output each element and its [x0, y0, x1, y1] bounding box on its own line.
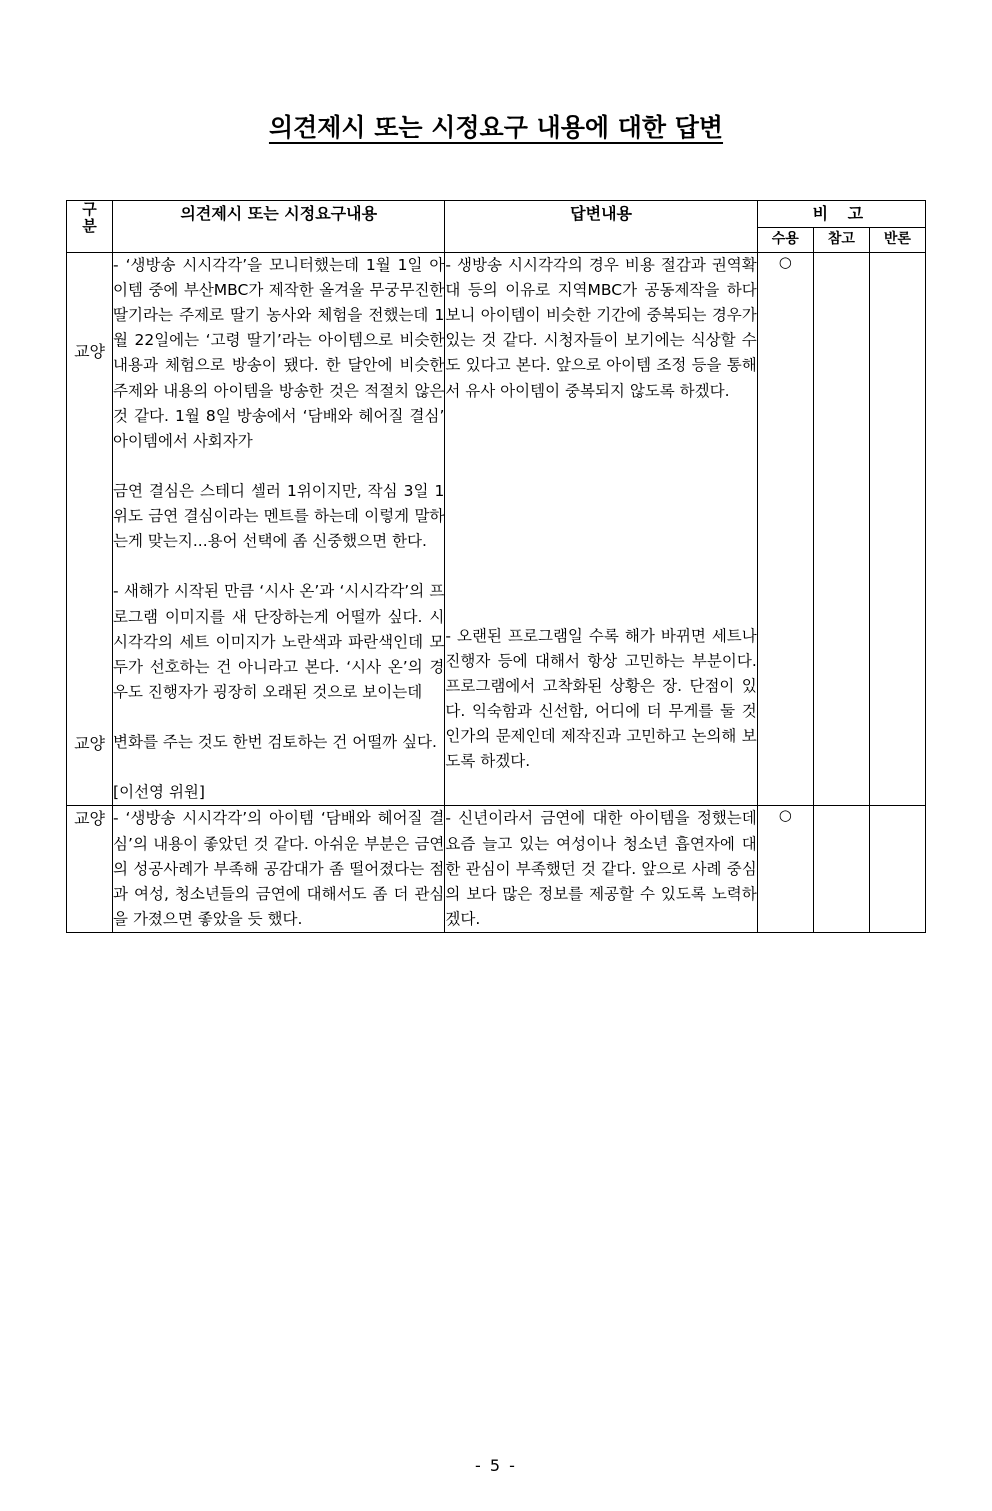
opinion-response-table [66, 200, 926, 933]
header-accept: 수용 [757, 228, 813, 253]
document-page [0, 108, 992, 1511]
row1-answer [445, 253, 757, 806]
header-gubun-line1: 구 [82, 200, 97, 218]
header-reference: 참고 [813, 228, 869, 253]
row1-gubun-second: 교양 [74, 734, 105, 753]
table-row [67, 253, 926, 806]
row1-answer-spacer [445, 404, 756, 624]
row2-objection-mark [869, 806, 925, 933]
row2-opinion-p1: - ‘생방송 시시각각’의 아이템 ‘담배와 헤어질 결심’의 내용이 좋았던 것 같다. 아쉬운 부분은 금연의 성공사례가 부족해 공감대가 좀 떨어졌다는 점과 여성, 청소년들의 금연에 대해서도 좀 더 관심을 가졌으면 좋았을 듯 했다. [113, 809, 445, 928]
row2-answer-p1: - 신년이라서 금연에 대한 아이템을 정했는데 요즘 늘고 있는 여성이나 청소년 흡연자에 대한 관심이 부족했던 것 같다. 앞으로 사례 중심의 보다 많은 정보를 제공할 수 있도록 노력하겠다. [445, 809, 757, 928]
header-gubun [67, 201, 113, 253]
row1-gubun [67, 253, 113, 806]
header-objection: 반론 [869, 228, 925, 253]
row1-answer-p2: - 오랜된 프로그램일 수록 해가 바뀌면 세트나 진행자 등에 대해서 항상 고민하는 부분이다. 프로그램에서 고착화된 상황은 장. 단점이 있다. 익숙함과 신선함, 어디에 더 무게를 둘 것인가의 문제인데 제작진과 고민하고 논의해 보도록 하겠다. [445, 626, 757, 771]
row1-objection-mark [869, 253, 925, 806]
header-opinion: 의견제시 또는 시정요구내용 [113, 201, 445, 253]
row1-opinion [113, 253, 445, 806]
row1-opinion-p2: 금연 결심은 스테디 셀러 1위이지만, 작심 3일 1위도 금연 결심이라는 멘트를 하는데 이렇게 말하는게 맞는지...용어 선택에 좀 신중했으면 한다. [113, 481, 445, 551]
table-header-row [67, 201, 926, 228]
row2-answer [445, 806, 757, 933]
row2-accept-mark: ○ [757, 806, 813, 933]
table-row [67, 806, 926, 933]
header-bigo: 비 고 [757, 201, 925, 228]
row2-opinion [113, 806, 445, 933]
row1-gubun-first: 교양 [74, 342, 105, 361]
row1-accept-mark: ○ [757, 253, 813, 806]
header-answer: 답변내용 [445, 201, 757, 253]
row1-opinion-p1: - ‘생방송 시시각각’을 모니터했는데 1월 1일 아이템 중에 부산MBC가 제작한 올겨울 무궁무진한 딸기라는 주제로 딸기 농사와 체험을 전했는데 1월 22일에는 ‘고령 딸기’라는 아이템으로 비슷한 내용과 체험으로 방송이 됐다. 한 달안에 비슷한 주제와 내용의 아이템을 방송한 것은 적절치 않은 것 같다. 1월 8일 방송에서 ‘담배와 헤어질 결심’ 아이템에서 사회자가 [113, 256, 445, 450]
page-number: - 5 - [475, 1456, 517, 1475]
row2-gubun: 교양 [67, 806, 113, 933]
row1-reference-mark [813, 253, 869, 806]
row1-opinion-p3: - 새해가 시작된 만큼 ‘시사 온’과 ‘시시각각’의 프로그램 이미지를 새 단장하는게 어떨까 싶다. 시시각각의 세트 이미지가 노란색과 파란색인데 모두가 선호하는 건 아니라고 본다. ‘시사 온’의 경우도 진행자가 굉장히 오래된 것으로 보이는데 [113, 582, 445, 701]
row1-answer-p1: - 생방송 시시각각의 경우 비용 절감과 권역확대 등의 이유로 지역MBC가 공동제작을 하다보니 아이템이 비슷한 기간에 중복되는 경우가 있는 것 같다. 시청자들이 보기에는 식상할 수도 있다고 본다. 앞으로 아이템 조정 등을 통해서 유사 아이템이 중복되지 않도록 하겠다. [445, 256, 757, 400]
row1-opinion-p5: [이선영 위원] [113, 783, 205, 802]
page-title: 의견제시 또는 시정요구 내용에 대한 답변 [268, 113, 724, 142]
row1-opinion-p4: 변화를 주는 것도 한번 검토하는 건 어떨까 싶다. [113, 733, 437, 752]
header-gubun-line2: 분 [82, 217, 97, 236]
row2-reference-mark [813, 806, 869, 933]
